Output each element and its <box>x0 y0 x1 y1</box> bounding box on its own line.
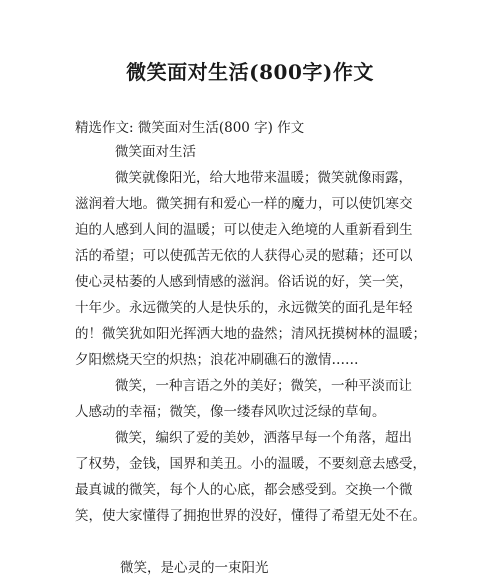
paragraph-line: 使心灵枯萎的人感到情感的滋润。俗话说的好，笑一笑， <box>75 274 413 290</box>
paragraph-line: 人感动的幸福；微笑，像一缕春风吹过泛绿的草甸。 <box>75 404 386 420</box>
document-title: 微笑面对生活(800字)作文 <box>126 60 374 84</box>
partial-line: 微笑，是心灵的一束阳光 <box>120 560 269 576</box>
paragraph-line: 的！微笑犹如阳光挥洒大地的盎然；清风抚摸树林的温暖； <box>75 326 426 342</box>
partial-line-clip <box>120 552 380 576</box>
paragraph-line: 了权势，金钱，国界和美丑。小的温暖，不要刻意去感受， <box>75 456 426 472</box>
paragraph-line: 微笑，一种言语之外的美好；微笑，一种平淡而让 <box>115 378 412 394</box>
paragraph-line: 笑，使大家懂得了拥抱世界的没好，懂得了希望无处不在。 <box>75 508 426 524</box>
paragraph-line: 迫的人感到人间的温暖；可以使走入绝境的人重新看到生 <box>75 222 413 238</box>
paragraph-line: 夕阳燃烧天空的炽热；浪花冲刷礁石的激情…… <box>75 352 359 368</box>
article-meta: 精选作文: 微笑面对生活(800 字) 作文 <box>75 120 305 136</box>
article-subtitle: 微笑面对生活 <box>115 144 196 160</box>
paragraph-line: 最真诚的微笑，每个人的心底，都会感受到。交换一个微 <box>75 482 413 498</box>
paragraph-line: 十年少。永远微笑的人是快乐的，永远微笑的面孔是年轻 <box>75 300 413 316</box>
paragraph-line: 活的希望；可以使孤苦无依的人获得心灵的慰藉；还可以 <box>75 248 413 264</box>
paragraph-line: 微笑，编织了爱的美妙，洒落早每一个角落，超出 <box>115 430 412 446</box>
paragraph-line: 滋润着大地。微笑拥有和爱心一样的魔力，可以使饥寒交 <box>75 196 413 212</box>
paragraph-line: 微笑就像阳光，给大地带来温暖；微笑就像雨露， <box>115 170 412 186</box>
